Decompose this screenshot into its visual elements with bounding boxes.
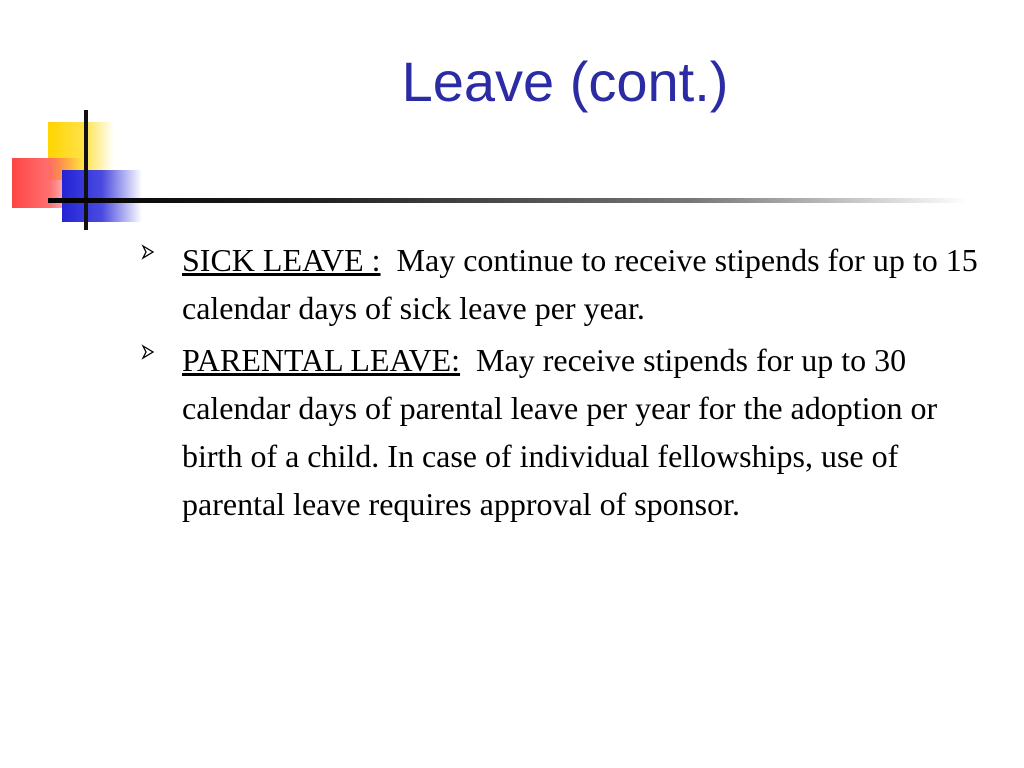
bullet-sick-leave	[140, 236, 1000, 332]
bullet-body-text: May continue to receive stipends for up to 15 calendar days of sick leave per year.	[182, 242, 978, 326]
bullet-list	[140, 236, 1000, 532]
slide-logo-decoration	[0, 0, 180, 240]
arrowhead-bullet-icon	[140, 344, 156, 360]
bullet-body-text: May receive stipends for up to 30 calendar days of parental leave per year for the adoption or birth of a child. In case of individual fellowships, use of parental leave requires approval of sponsor.	[182, 342, 938, 522]
title-divider-rule	[48, 198, 968, 203]
logo-blue-square	[62, 170, 142, 222]
logo-vertical-rule	[84, 110, 88, 230]
slide-title: Leave (cont.)	[401, 50, 729, 113]
bullet-parental-leave	[140, 336, 1000, 528]
bullet-lead-label: PARENTAL LEAVE:	[182, 342, 461, 378]
bullet-lead-label: SICK LEAVE :	[182, 242, 381, 278]
arrowhead-bullet-icon	[140, 244, 156, 260]
